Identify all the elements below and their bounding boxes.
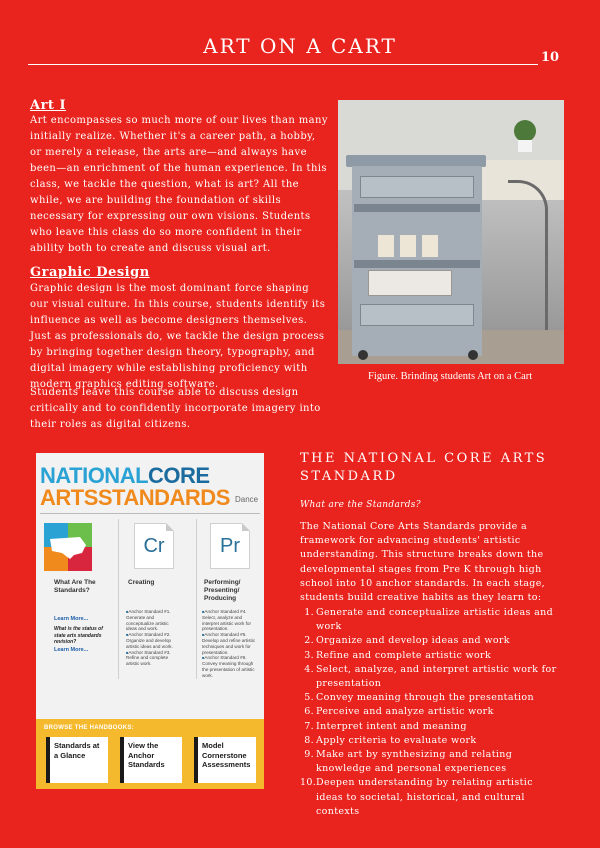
anchor-standards-list	[300, 606, 562, 819]
header-divider	[28, 64, 538, 65]
national-core-arts-standards-image	[36, 453, 264, 789]
discipline-label: Dance	[235, 495, 259, 504]
ncas-heading: THE NATIONAL CORE ARTS STANDARD	[300, 451, 548, 484]
list-item: 10. Deepen understanding by relating artistic ideas to societal, historical, and cultural contexts	[300, 777, 533, 817]
art1-body: Art encompasses so much more of our lives than many initially realize. Whether it's a career path, a hobby, or merely a release, the arts are—and always have been—an enrichment of the human experience. In this class, we tackle the question, what is art? All the while, we are building the foundation of skills necessary for expressing our own visions. Students who leave this class do so more confident in their ability both to create and discuss visual art.	[30, 115, 328, 254]
cart-shelf	[354, 204, 480, 212]
cart-shelf	[354, 260, 480, 268]
anchor-standard-item: ■ Anchor Standard #3. Refine and complete artistic work.	[126, 650, 180, 667]
art1-heading: Art I	[30, 98, 67, 113]
cart-drawer	[360, 304, 474, 326]
list-item: 6. Perceive and analyze artistic work	[304, 706, 494, 718]
graphic-design-body-2: Students leave this course able to discuss design critically and to confidently incorporate imagery into their roles as digital citizens.	[30, 387, 321, 430]
handbook-model-cornerstone: Model Cornerstone Assessments	[194, 737, 256, 783]
learn-more-link: Learn More...	[54, 647, 89, 653]
wheel-icon	[468, 350, 478, 360]
list-item: 8. Apply criteria to evaluate work	[304, 734, 477, 746]
standards-status-question: What is the status of state arts standards revision?	[54, 626, 103, 645]
plant-icon	[514, 120, 536, 142]
list-item: 5. Convey meaning through the presentation	[304, 692, 534, 704]
list-item: 1. Generate and conceptualize artistic ideas and work	[304, 607, 554, 633]
pot-icon	[518, 140, 532, 152]
page-title: ART ON A CART	[203, 34, 397, 58]
cup-icon	[378, 235, 394, 257]
cup-icon	[400, 235, 416, 257]
handbook-standards-at-a-glance: Standards at a Glance	[46, 737, 108, 783]
logo-national: NATIONAL	[40, 463, 149, 488]
list-item: 2. Organize and develop ideas and work	[304, 635, 510, 647]
ncas-subheading: What are the Standards?	[300, 500, 421, 510]
wheel-icon	[358, 350, 368, 360]
us-map-icon	[44, 523, 92, 571]
anchor-standard-item: ■ Anchor Standard #4. Select, analyze and interpret artistic work for presentation.	[202, 609, 256, 632]
graphic-design-body: Graphic design is the most dominant force shaping our visual culture. In this course, students identify its influence as well as become designers themselves. Just as professionals do, we tackle the design process by bringing together design theory, typography, and digital imagery while establishing proficiency with modern graphics editing software.	[30, 283, 326, 390]
handbook-anchor-standards: View the Anchor Standards	[120, 737, 182, 783]
list-item: 4. Select, analyze, and interpret artistic work for presentation	[304, 663, 557, 690]
anchor-standard-item: ■ Anchor Standard #1. Generate and conceptualize artistic ideas and work.	[126, 609, 180, 632]
anchor-standard-item: ■ Anchor Standard #2. Organize and develop artistic ideas and work.	[126, 632, 180, 649]
art-cart-photo	[338, 100, 564, 364]
cart-drawer	[360, 176, 474, 198]
page-number: 10	[541, 50, 560, 65]
ncas-intro: The National Core Arts Standards provide a framework for advancing students' artistic understanding. This structure breaks down the developmental stages from Pre K through high school into 10 anchor standards. In each stage, students build creative habits as they learn to:	[300, 521, 546, 604]
photo-caption: Figure. Brinding students Art on a Cart	[368, 371, 533, 382]
creating-anchor-list	[126, 609, 180, 667]
performing-doc-icon: Pr	[210, 523, 250, 569]
list-item: 3. Refine and complete artistic work	[304, 649, 492, 661]
anchor-standard-item: ■ Anchor Standard #5. Develop and refine artistic techniques and work for presentation.	[202, 632, 256, 655]
graphic-design-heading: Graphic Design	[30, 265, 150, 280]
column-divider	[118, 519, 119, 679]
logo-core: CORE	[148, 463, 210, 488]
handbooks-band	[36, 719, 264, 789]
col3-title: Performing/ Presenting/ Producing	[204, 579, 241, 602]
creating-doc-icon: Cr	[134, 523, 174, 569]
nca-logo-line2: ARTSSTANDARDS	[40, 485, 230, 510]
handbooks-title: BROWSE THE HANDBOOKS:	[44, 725, 134, 731]
cup-icon	[422, 235, 438, 257]
list-item: 7. Interpret intent and meaning	[304, 720, 467, 732]
cart-basket	[368, 270, 452, 296]
performing-anchor-list	[202, 609, 256, 679]
col1-title: What Are The Standards?	[54, 579, 96, 594]
list-item: 9. Make art by synthesizing and relating knowledge and personal experiences	[304, 749, 513, 775]
anchor-standard-item: ■ Anchor Standard #6. Convey meaning through the presentation of artistic work.	[202, 655, 256, 678]
col2-title: Creating	[128, 579, 155, 586]
learn-more-link: Learn More...	[54, 616, 89, 622]
cord-icon	[508, 180, 548, 330]
column-divider	[196, 519, 197, 679]
nca-divider	[40, 513, 260, 514]
